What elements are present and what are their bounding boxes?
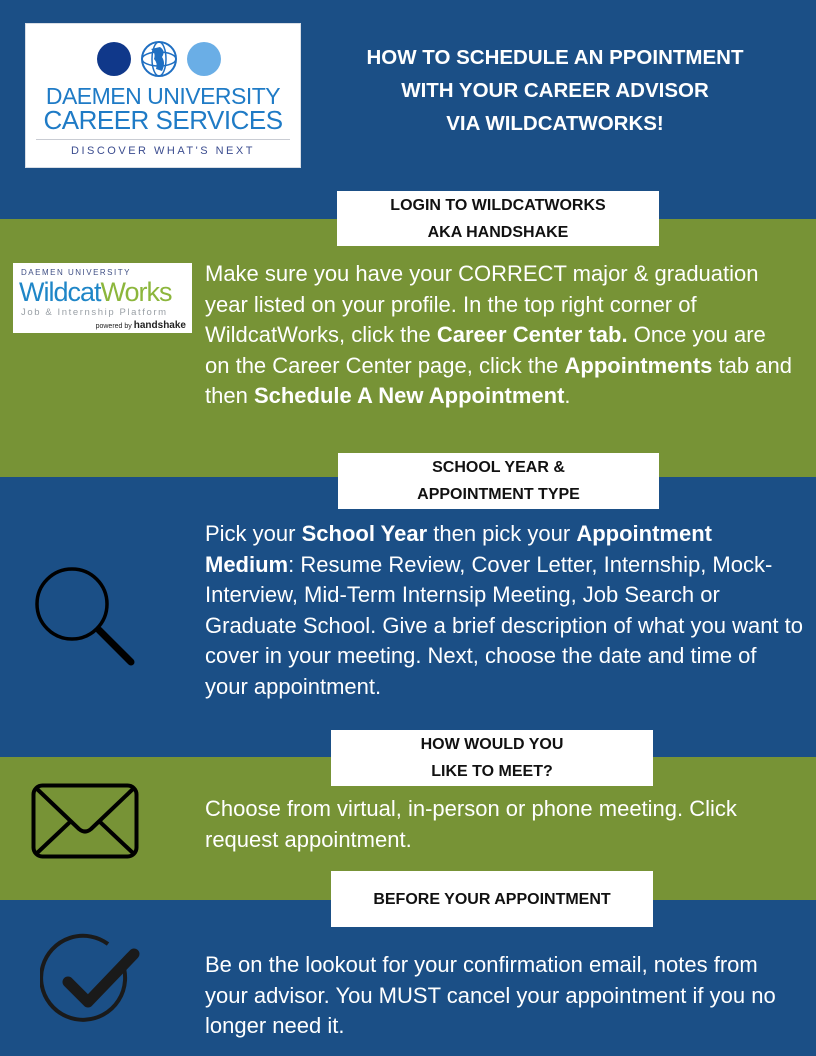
- heading-line-2: LIKE TO MEET?: [431, 763, 553, 780]
- schedule-new-appointment-emphasis: Schedule A New Appointment: [253, 383, 565, 408]
- meeting-section-heading: [331, 730, 653, 786]
- checkmark-circle-icon: [40, 932, 140, 1028]
- login-instructions: Make sure you have your CORRECT major & graduation year listed on your profile. In the top right corner of WildcatWorks, click the Career Center tab. Once you are on the Career Center page, click the Appointments tab and then Schedule A New Appointment.: [205, 261, 792, 408]
- envelope-icon: [31, 783, 139, 859]
- handshake-brand: handshake: [133, 320, 186, 331]
- globe-dots-icon: [96, 41, 226, 77]
- page-title: [312, 41, 798, 140]
- before-appointment-section-heading: [331, 871, 653, 927]
- heading-line-2: AKA HANDSHAKE: [427, 223, 569, 241]
- wildcatworks-logo: [13, 263, 192, 333]
- heading-line-1: BEFORE YOUR APPOINTMENT: [373, 890, 611, 908]
- logo-university-name: DAEMEN UNIVERSITY: [45, 83, 281, 109]
- wildcatworks-logo-wordmark: WildcatWorks: [19, 277, 172, 307]
- logo-tagline: DISCOVER WHAT'S NEXT: [71, 145, 255, 157]
- logo-divider: [36, 139, 290, 140]
- heading-line-2: APPOINTMENT TYPE: [417, 486, 580, 503]
- heading-line-1: SCHOOL YEAR &: [432, 459, 565, 476]
- login-section-heading: [337, 191, 659, 246]
- wildcatworks-logo-subtitle: Job & Internship Platform: [21, 307, 168, 318]
- meeting-instructions: Choose from virtual, in-person or phone meeting. Click request appointment.: [205, 796, 737, 852]
- school-year-instructions: Pick your School Year then pick your Appointment Medium: Resume Review, Cover Letter, Internship, Mock-Interview, Mid-Term Internsip Meeting, Job Search or Graduate School. Give a brief description of what you want to cover in your meeting. Next, choose the date and time of your appointment.: [205, 521, 803, 699]
- career-services-logo: [25, 23, 301, 168]
- heading-line-1: LOGIN TO WILDCATWORKS: [390, 196, 606, 214]
- wildcatworks-logo-university: DAEMEN UNIVERSITY: [21, 268, 131, 277]
- career-center-tab-emphasis: Career Center tab.: [436, 322, 628, 347]
- handshake-powered-by: powered by handshake: [95, 320, 186, 331]
- heading-line-1: HOW WOULD YOU: [420, 736, 564, 753]
- before-appointment-instructions: Be on the lookout for your confirmation email, notes from your advisor. You MUST cancel your appointment if you no longer need it.: [205, 952, 776, 1038]
- search-icon: [30, 564, 140, 670]
- school-year-emphasis: School Year: [301, 521, 428, 546]
- title-line-1: HOW TO SCHEDULE AN PPOINTMENT: [366, 46, 744, 69]
- logo-department-name: CAREER SERVICES: [43, 105, 283, 135]
- title-line-3: VIA WILDCATWORKS!: [446, 112, 664, 135]
- school-year-section-heading: [338, 453, 659, 509]
- appointments-tab-emphasis: Appointments: [564, 352, 713, 378]
- appointment-medium-emphasis: Appointment Medium: [205, 521, 712, 577]
- title-line-2: WITH YOUR CAREER ADVISOR: [401, 79, 709, 102]
